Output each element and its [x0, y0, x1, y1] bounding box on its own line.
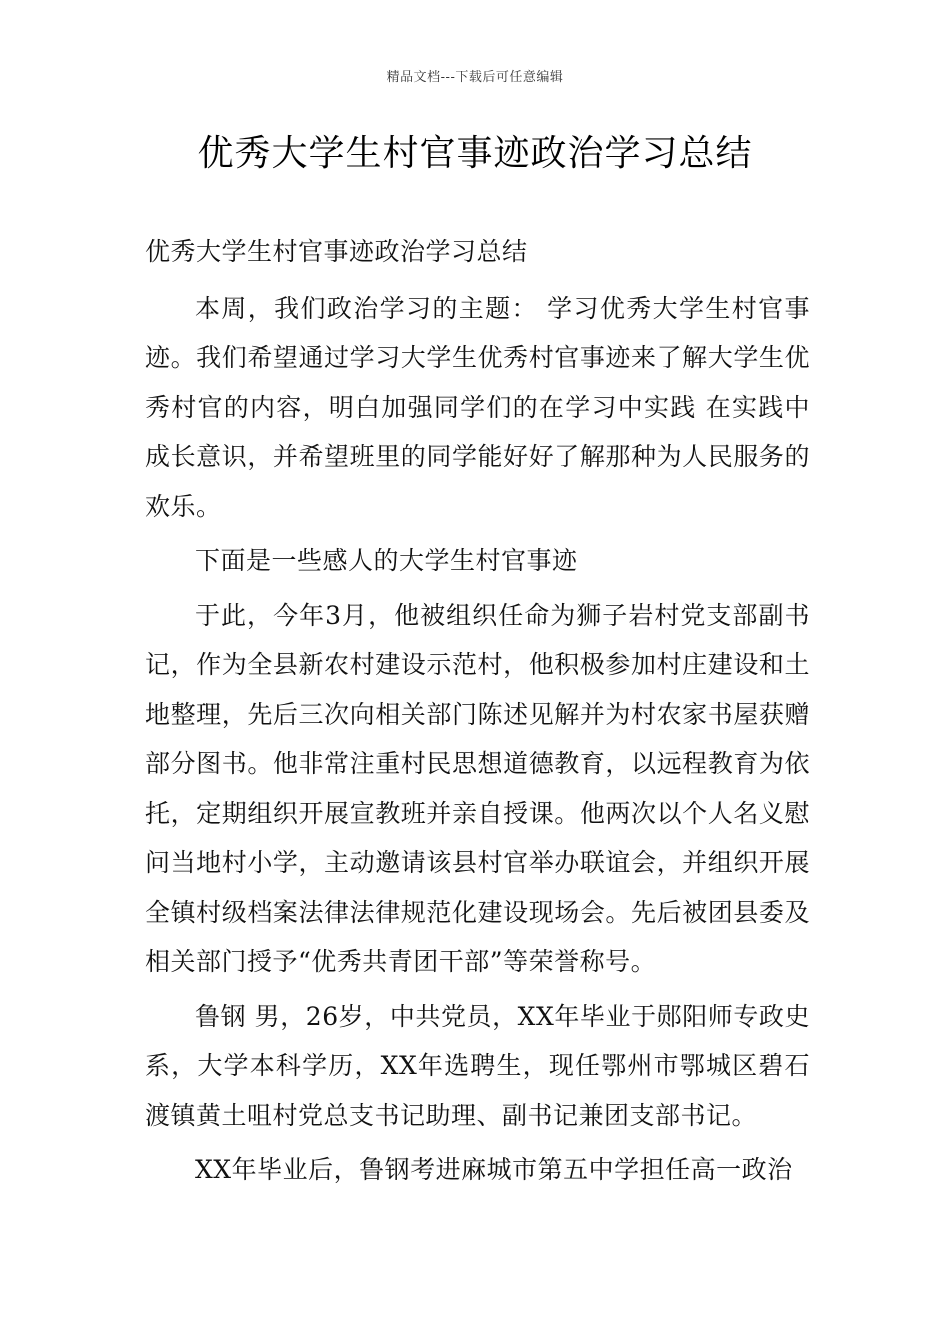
paragraph-story-3: XX年毕业后，鲁钢考进麻城市第五中学担任高一政治: [195, 1155, 793, 1184]
paragraph-story-2: 鲁钢 男，26岁，中共党员，XX年毕业于郧阳师专政史系，大学本科学历，XX年选聘生，现任鄂州市鄂城区碧石渡镇黄土咀村党总支书记助理、副书记兼团支部书记。: [145, 1001, 810, 1130]
document-body: [145, 227, 810, 1195]
paragraph-lead-in: 下面是一些感人的大学生村官事迹: [195, 546, 578, 575]
paragraph-intro: 本周，我们政治学习的主题： 学习优秀大学生村官事迹。我们希望通过学习大学生优秀村官事迹来了解大学生优秀村官的内容，明白加强同学们的在学习中实践 在实践中成长意识，并希望班里的同学能好好了解那种为人民服务的欢乐。: [145, 293, 810, 521]
header-note: 精品文档---下载后可任意编辑: [386, 70, 564, 85]
paragraph-story-1: 于此，今年3月，他被组织任命为狮子岩村党支部副书记，作为全县新农村建设示范村，他积极参加村庄建设和土地整理，先后三次向相关部门陈述见解并为村农家书屋获赠部分图书。他非常注重村民思想道德教育，以远程教育为依托，定期组织开展宣教班并亲自授课。他两次以个人名义慰问当地村小学，主动邀请该县村官举办联谊会，并组织开展全镇村级档案法律法律规范化建设现场会。先后被团县委及相关部门授予“优秀共青团干部”等荣誉称号。: [145, 600, 810, 976]
document-subtitle: 优秀大学生村官事迹政治学习总结: [145, 237, 528, 266]
document-title: 优秀大学生村官事迹政治学习总结: [197, 133, 753, 174]
